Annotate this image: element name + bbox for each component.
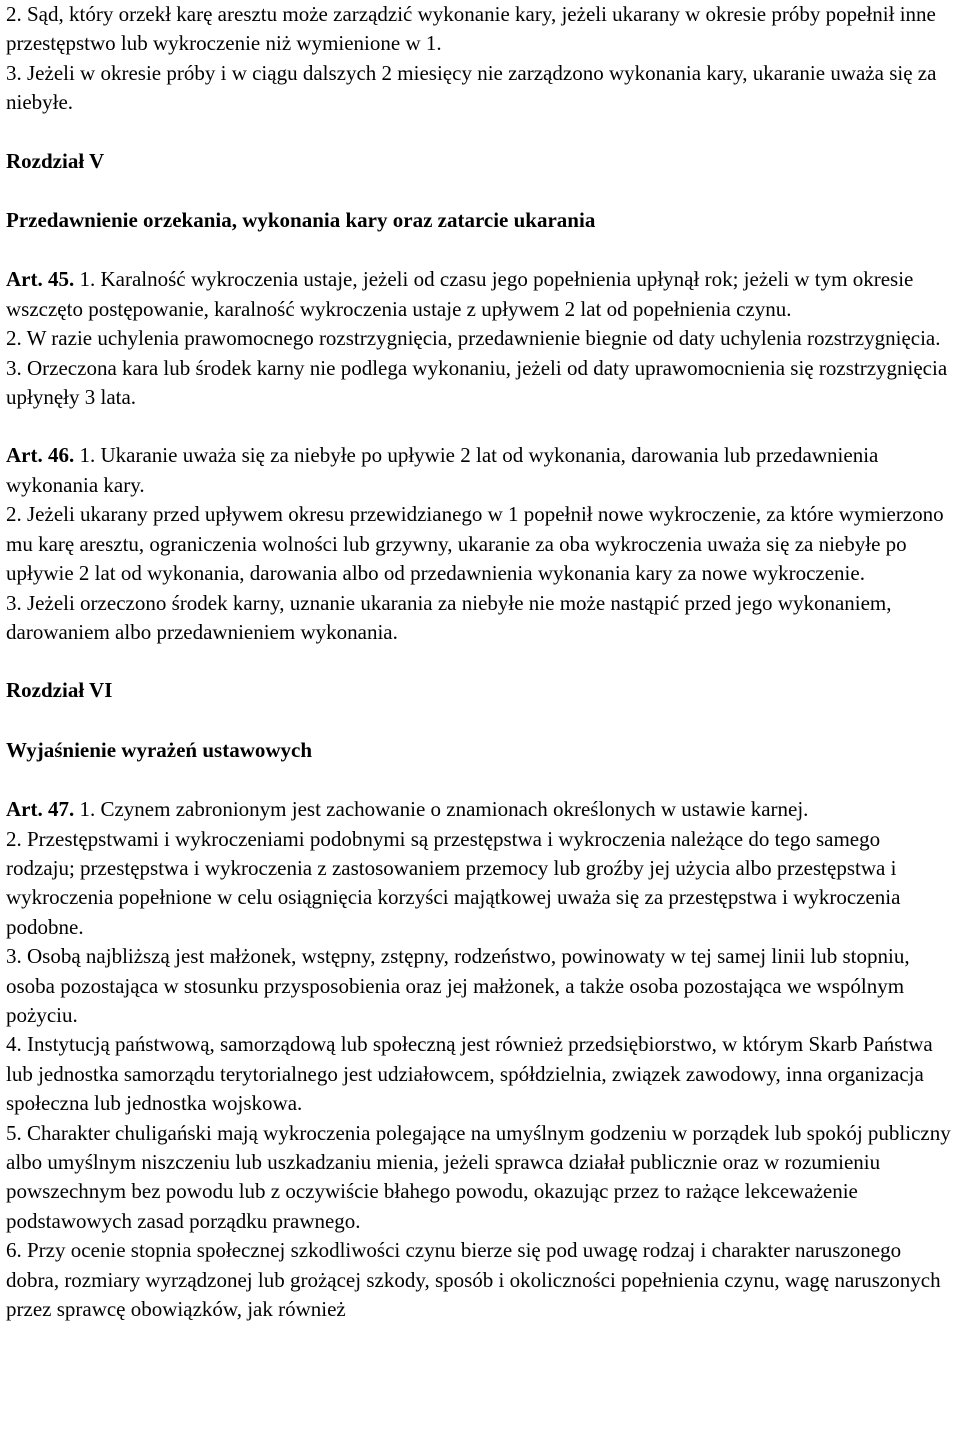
article-text: 1. Czynem zabronionym jest zachowanie o znamionach określonych w ustawie karnej. [74, 797, 809, 822]
chapter-title-v: Przedawnienie orzekania, wykonania kary oraz zatarcie ukarania [6, 208, 596, 233]
article-text: 1. Karalność wykroczenia ustaje, jeżeli od czasu jego popełnienia upłynął rok; jeżeli w tym okresie wszczęto postępowanie, karalność wykroczenia ustaje z upływem 2 lat od popełnienia czynu. [6, 267, 914, 321]
article-47-paragraph-6: 6. Przy ocenie stopnia społecznej szkodliwości czynu bierze się pod uwagę rodzaj i charakter naruszonego dobra, rozmiary wyrządzonej lub grożącej szkody, sposób i okoliczności popełnienia czynu, wagę naruszonych przez sprawcę obowiązków, jak również [6, 1238, 941, 1322]
chapter-title-vi: Wyjaśnienie wyrażeń ustawowych [6, 737, 313, 762]
paragraph-44-2: 2. Sąd, który orzekł karę aresztu może zarządzić wykonanie kary, jeżeli ukarany w okresie próby popełnił inne przestępstwo lub wykroczenie niż wymienione w 1. [6, 2, 936, 56]
article-46-paragraph-3: 3. Jeżeli orzeczono środek karny, uznanie ukarania za niebyłe nie może nastąpić przed jego wykonaniem, darowaniem albo przedawnieniem wykonania. [6, 590, 892, 644]
chapter-heading-vi: Rozdział VI [6, 678, 113, 703]
article-number: Art. 45. [6, 267, 75, 292]
article-47-paragraph-1 [6, 795, 954, 824]
article-45-paragraph-1 [6, 265, 954, 324]
article-number: Art. 47. [6, 797, 75, 822]
article-47-paragraph-4: 4. Instytucją państwową, samorządową lub społeczną jest również przedsiębiorstwo, w którym Skarb Państwa lub jednostka samorządu terytorialnego jest udziałowcem, spółdzielnia, związek zawodowy, inna organizacja społeczna lub jednostka wojskowa. [6, 1032, 933, 1116]
document-page [6, 0, 954, 1324]
article-46-paragraph-1 [6, 441, 954, 500]
article-number: Art. 46. [6, 443, 75, 468]
article-45-paragraph-3: 3. Orzeczona kara lub środek karny nie podlega wykonaniu, jeżeli od daty uprawomocnienia się rozstrzygnięcia upłynęły 3 lata. [6, 355, 948, 410]
article-47-paragraph-2: 2. Przestępstwami i wykroczeniami podobnymi są przestępstwa i wykroczenia należące do tego samego rodzaju; przestępstwa i wykroczenia z zastosowaniem przemocy lub groźby jej użycia albo przestępstwa i wykroczenia popełnione w celu osiągnięcia korzyści majątkowej uważa się za przestępstwa i wykroczenia podobne. [6, 826, 901, 939]
paragraph-44-3: 3. Jeżeli w okresie próby i w ciągu dalszych 2 miesięcy nie zarządzono wykonania kary, ukaranie uważa się za niebyłe. [6, 60, 937, 115]
chapter-heading-v: Rozdział V [6, 148, 105, 173]
article-text: 1. Ukaranie uważa się za niebyłe po upływie 2 lat od wykonania, darowania lub przedawnienia wykonania kary. [6, 443, 879, 497]
article-47-paragraph-3: 3. Osobą najbliższą jest małżonek, wstępny, zstępny, rodzeństwo, powinowaty w tej samej linii lub stopniu, osoba pozostająca w stosunku przysposobienia oraz jej małżonek, a także osoba pozostająca we wspólnym pożyciu. [6, 944, 910, 1027]
article-47-paragraph-5: 5. Charakter chuligański mają wykroczenia polegające na umyślnym godzeniu w porządek lub spokój publiczny albo umyślnym niszczeniu lub uszkadzaniu mienia, jeżeli sprawca działał publicznie oraz w rozumieniu powszechnym bez powodu lub z oczywiście błahego powodu, okazując przez to rażące lekceważenie podstawowych zasad porządku prawnego. [6, 1120, 951, 1233]
article-45-paragraph-2: 2. W razie uchylenia prawomocnego rozstrzygnięcia, przedawnienie biegnie od daty uchylenia rozstrzygnięcia. [6, 326, 941, 351]
article-46-paragraph-2: 2. Jeżeli ukarany przed upływem okresu przewidzianego w 1 popełnił nowe wykroczenie, za które wymierzono mu karę aresztu, ograniczenia wolności lub grzywny, ukaranie za oba wykroczenia uważa się za niebyłe po upływie 2 lat od wykonania, darowania albo od przedawnienia wykonania kary za nowe wykroczenie. [6, 502, 944, 586]
